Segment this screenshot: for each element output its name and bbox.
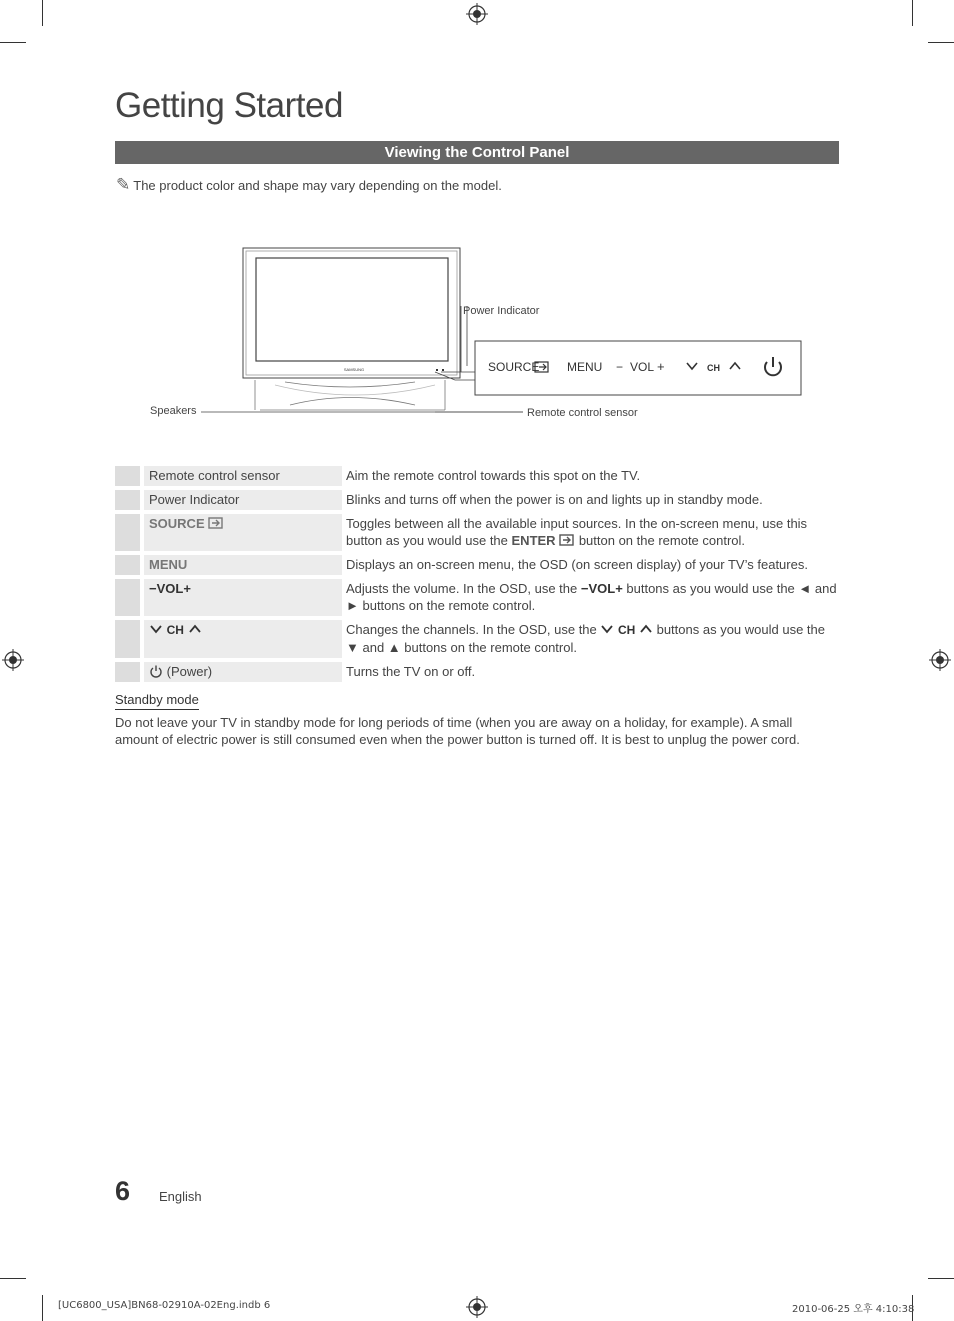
vol-label: VOL	[156, 581, 184, 596]
desc-text: buttons as you would use the ▼ and ▲ buttons on the remote control.	[346, 622, 825, 655]
control-desc: Displays an on-screen menu, the OSD (on screen display) of your TV’s features.	[346, 557, 808, 572]
crop-mark	[928, 42, 954, 43]
desc-text: buttons as you would use the ◄ and ► buttons on the remote control.	[346, 581, 837, 613]
ch-label: CH	[166, 623, 184, 637]
page-title: Getting Started	[115, 86, 343, 125]
table-row	[115, 555, 839, 575]
control-name	[140, 662, 342, 682]
note	[116, 175, 502, 195]
source-label: SOURCE	[149, 516, 205, 531]
tv-screen	[256, 258, 448, 361]
language-label: English	[159, 1189, 202, 1204]
panel-vol-minus: −	[616, 360, 624, 374]
remote-sensor-dot	[442, 369, 444, 371]
ch-up-icon	[639, 624, 653, 634]
menu-label: MENU	[149, 557, 188, 572]
power-icon	[149, 664, 163, 678]
control-desc	[342, 579, 839, 616]
label-speakers: Speakers	[150, 405, 197, 417]
print-file-info: [UC6800_USA]BN68-02910A-02Eng.indb 6	[58, 1300, 271, 1311]
label-power-indicator: Power Indicator	[463, 305, 540, 317]
control-panel-diagram	[115, 240, 815, 430]
vol-label: VOL	[588, 581, 616, 596]
panel-source-label: SOURCE	[488, 360, 540, 374]
panel-ch-label: CH	[707, 363, 720, 373]
ch-down-icon	[149, 624, 163, 634]
registration-mark-icon	[466, 3, 488, 25]
panel-vol-plus: +	[657, 359, 665, 374]
print-timestamp: 2010-06-25 오후 4:10:38	[792, 1304, 915, 1315]
pencil-note-icon: ✎	[116, 175, 131, 194]
power-label: (Power)	[166, 664, 213, 679]
desc-text: Toggles between all the available input sources. In the on-screen menu, use this button as you would use the	[346, 516, 808, 548]
control-desc	[342, 514, 839, 551]
ch-up-icon	[188, 624, 202, 634]
enter-icon	[208, 517, 224, 529]
table-row	[115, 620, 839, 658]
page-number: 6	[115, 1176, 131, 1206]
table-row	[115, 466, 839, 486]
vol-plus-icon: +	[615, 581, 623, 596]
note-text: The product color and shape may vary depending on the model.	[133, 178, 502, 193]
registration-mark-icon	[929, 649, 951, 671]
ch-label: CH	[618, 623, 636, 637]
control-desc	[342, 620, 839, 658]
table-row	[115, 490, 839, 510]
enter-icon	[559, 534, 575, 546]
vol-minus-icon: −	[580, 581, 589, 596]
panel-vol-label: VOL	[630, 360, 655, 374]
crop-mark	[42, 1295, 43, 1321]
standby-heading: Standby mode	[115, 692, 199, 710]
control-name: Power Indicator	[140, 490, 342, 510]
vol-plus-icon: +	[183, 581, 191, 596]
control-name	[140, 555, 342, 575]
crop-mark	[0, 42, 26, 43]
crop-mark	[42, 0, 43, 26]
vol-minus-icon: −	[149, 581, 157, 596]
power-indicator-dot	[436, 369, 438, 371]
ch-down-icon	[600, 624, 614, 634]
control-desc: Blinks and turns off when the power is on and lights up in standby mode.	[346, 492, 763, 507]
crop-mark	[912, 0, 913, 26]
table-row	[115, 579, 839, 616]
control-desc: Aim the remote control towards this spot on the TV.	[346, 468, 641, 483]
section-title: Viewing the Control Panel	[115, 141, 839, 164]
control-name	[140, 620, 342, 658]
registration-mark-icon	[2, 649, 24, 671]
control-name: Remote control sensor	[140, 466, 342, 486]
label-remote-sensor: Remote control sensor	[527, 407, 638, 419]
control-name	[140, 579, 342, 616]
panel-menu-label: MENU	[567, 360, 603, 374]
standby-text: Do not leave your TV in standby mode for long periods of time (when you are away on a holiday, for example). A small amount of electric power is still consumed even when the power button is turned off. It is best to unplug the power cord.	[115, 715, 800, 747]
control-desc: Turns the TV on or off.	[346, 664, 476, 679]
table-row	[115, 662, 839, 682]
brand-logo: SAMSUNG	[343, 367, 365, 372]
registration-mark-icon	[466, 1296, 488, 1318]
control-name	[140, 514, 342, 551]
controls-table	[115, 462, 839, 686]
desc-text: Changes the channels. In the OSD, use the	[346, 622, 601, 637]
desc-text: button on the remote control.	[575, 533, 746, 548]
table-row	[115, 514, 839, 551]
enter-label: ENTER	[511, 533, 556, 548]
desc-text: Adjusts the volume. In the OSD, use the	[346, 581, 581, 596]
crop-mark	[928, 1278, 954, 1279]
crop-mark	[0, 1278, 26, 1279]
